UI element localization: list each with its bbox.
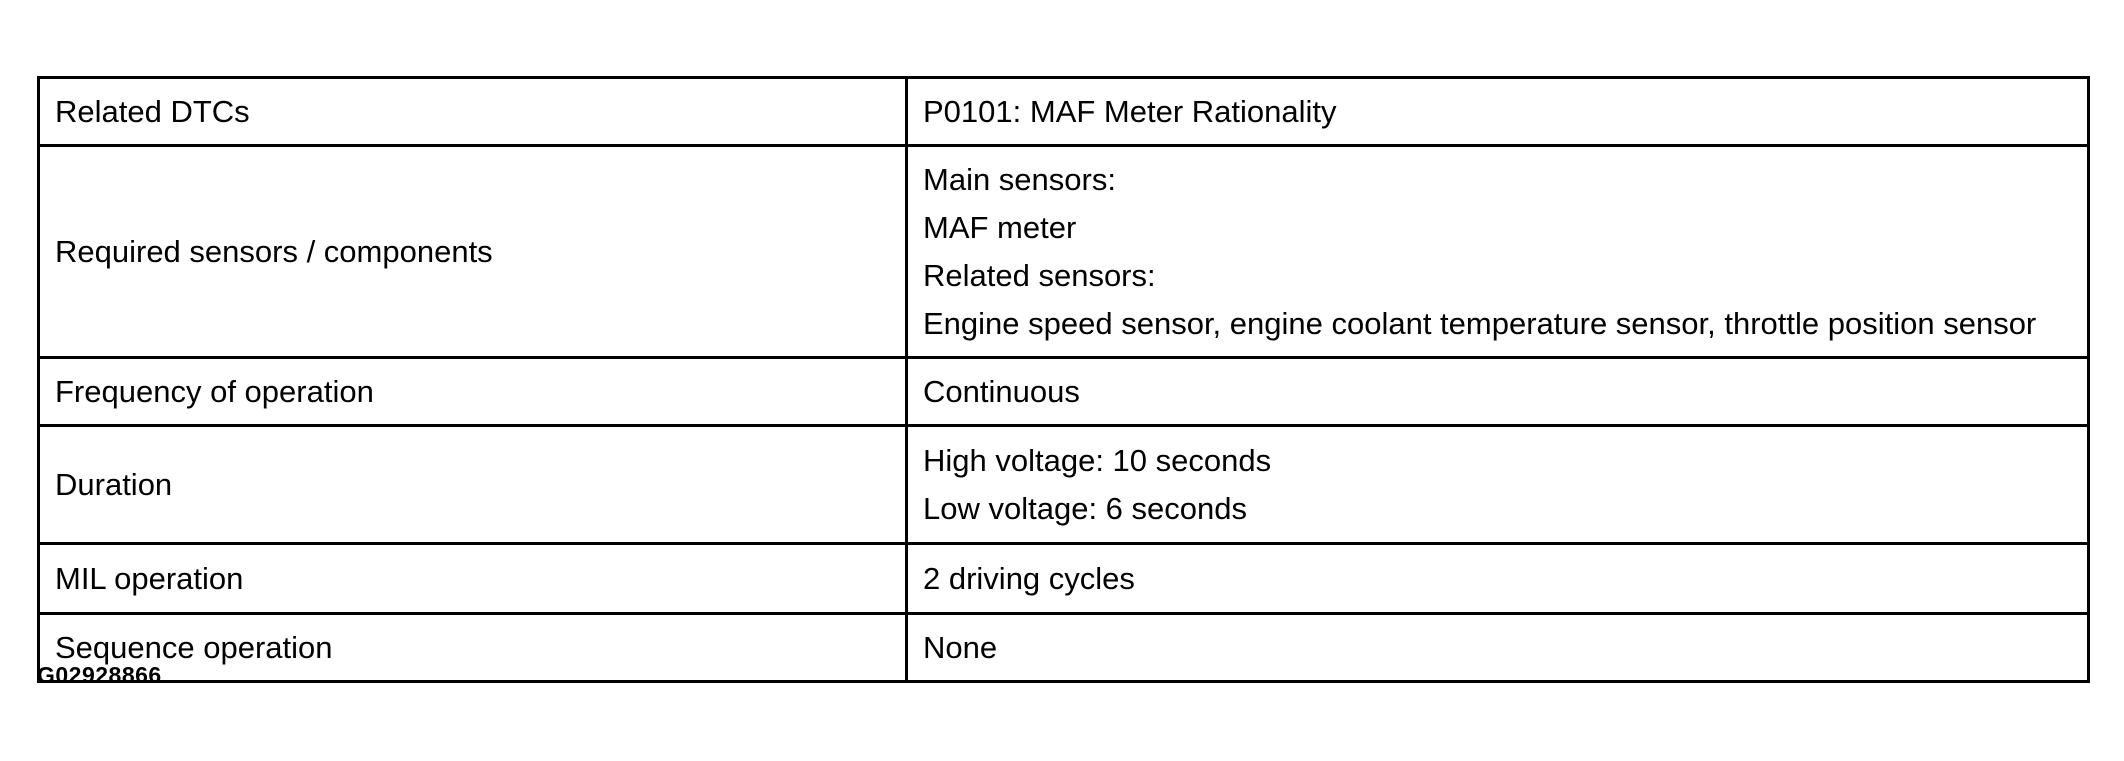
table-row [39,544,2089,614]
row-label: Required sensors / components [39,146,907,358]
figure-code: G02928866 [37,662,162,688]
row-label: Related DTCs [39,78,907,146]
value-line: Engine speed sensor, engine coolant temperature sensor, throttle position sensor [923,305,2037,341]
row-label: Frequency of operation [39,358,907,426]
row-label: MIL operation [39,544,907,614]
table-row [39,426,2089,544]
value-line: 2 driving cycles [923,560,1135,596]
row-value [907,614,2089,682]
spec-table [37,76,2090,683]
row-value [907,78,2089,146]
table-row [39,78,2089,146]
table-row [39,358,2089,426]
row-value [907,358,2089,426]
row-value [907,146,2089,358]
value-line: Low voltage: 6 seconds [923,490,1247,526]
value-line: Main sensors: [923,161,1116,197]
value-line: Related sensors: [923,257,1156,293]
value-line: High voltage: 10 seconds [923,442,1272,478]
table-row [39,146,2089,358]
row-label: Sequence operation [39,614,907,682]
value-line: P0101: MAF Meter Rationality [923,93,1337,129]
value-line: Continuous [923,373,1080,409]
row-value [907,544,2089,614]
value-line: None [923,629,998,665]
row-value [907,426,2089,544]
table-row [39,614,2089,682]
row-label: Duration [39,426,907,544]
value-line: MAF meter [923,209,1077,245]
